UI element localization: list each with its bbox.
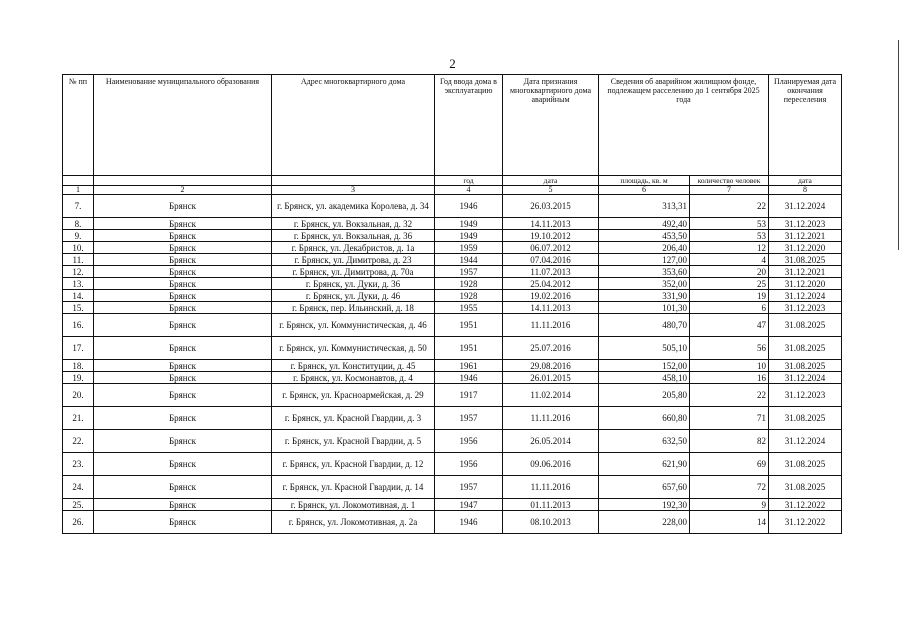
municipality-cell: Брянск xyxy=(94,314,272,337)
area-cell: 660,80 xyxy=(599,407,690,430)
header-municipality: Наименование муниципального образования xyxy=(94,75,272,176)
people-cell: 22 xyxy=(690,384,769,407)
column-number: 3 xyxy=(272,186,435,195)
address-cell: г. Брянск, ул. Декабристов, д. 1а xyxy=(272,242,435,254)
year-cell: 1949 xyxy=(435,230,503,242)
row-number: 19. xyxy=(63,372,94,384)
row-number: 22. xyxy=(63,430,94,453)
table-row xyxy=(63,511,842,534)
row-number: 21. xyxy=(63,407,94,430)
people-cell: 72 xyxy=(690,476,769,499)
municipality-cell: Брянск xyxy=(94,290,272,302)
area-cell: 453,50 xyxy=(599,230,690,242)
address-cell: г. Брянск, ул. Вокзальная, д. 36 xyxy=(272,230,435,242)
area-cell: 205,80 xyxy=(599,384,690,407)
people-cell: 20 xyxy=(690,266,769,278)
address-cell: г. Брянск, ул. Красноармейская, д. 29 xyxy=(272,384,435,407)
address-cell: г. Брянск, ул. Космонавтов, д. 4 xyxy=(272,372,435,384)
people-cell: 19 xyxy=(690,290,769,302)
header-year: Год ввода дома в эксплуатацию xyxy=(435,75,503,176)
people-cell: 16 xyxy=(690,372,769,384)
planned-date-cell: 31.12.2023 xyxy=(769,218,842,230)
address-cell: г. Брянск, ул. Вокзальная, д. 32 xyxy=(272,218,435,230)
table-body xyxy=(63,195,842,534)
recognition-date-cell: 11.07.2013 xyxy=(503,266,599,278)
year-cell: 1956 xyxy=(435,453,503,476)
header-planned: Планируемая дата окончания переселения xyxy=(769,75,842,176)
year-cell: 1957 xyxy=(435,407,503,430)
municipality-cell: Брянск xyxy=(94,511,272,534)
year-cell: 1957 xyxy=(435,266,503,278)
column-number: 2 xyxy=(94,186,272,195)
column-number: 6 xyxy=(599,186,690,195)
emergency-housing-table xyxy=(62,74,842,534)
row-number: 15. xyxy=(63,302,94,314)
table-row xyxy=(63,302,842,314)
people-cell: 4 xyxy=(690,254,769,266)
recognition-date-cell: 25.04.2012 xyxy=(503,278,599,290)
people-cell: 22 xyxy=(690,195,769,218)
area-cell: 480,70 xyxy=(599,314,690,337)
table-row xyxy=(63,453,842,476)
recognition-date-cell: 26.05.2014 xyxy=(503,430,599,453)
address-cell: г. Брянск, ул. Димитрова, д. 70а xyxy=(272,266,435,278)
address-cell: г. Брянск, ул. Конституции, д. 45 xyxy=(272,360,435,372)
people-cell: 53 xyxy=(690,230,769,242)
address-cell: г. Брянск, ул. академика Королева, д. 34 xyxy=(272,195,435,218)
year-cell: 1928 xyxy=(435,290,503,302)
municipality-cell: Брянск xyxy=(94,407,272,430)
table-row xyxy=(63,337,842,360)
area-cell: 352,00 xyxy=(599,278,690,290)
area-cell: 101,30 xyxy=(599,302,690,314)
row-number: 26. xyxy=(63,511,94,534)
page-number: 2 xyxy=(449,56,456,71)
people-cell: 56 xyxy=(690,337,769,360)
people-cell: 71 xyxy=(690,407,769,430)
planned-date-cell: 31.08.2025 xyxy=(769,314,842,337)
municipality-cell: Брянск xyxy=(94,266,272,278)
planned-date-cell: 31.12.2024 xyxy=(769,195,842,218)
scan-edge-line xyxy=(898,40,899,250)
column-number: 4 xyxy=(435,186,503,195)
recognition-date-cell: 19.02.2016 xyxy=(503,290,599,302)
area-cell: 353,60 xyxy=(599,266,690,278)
row-number: 23. xyxy=(63,453,94,476)
row-number: 20. xyxy=(63,384,94,407)
recognition-date-cell: 14.11.2013 xyxy=(503,218,599,230)
planned-date-cell: 31.12.2020 xyxy=(769,242,842,254)
subheader-year: год xyxy=(435,176,503,186)
header-row xyxy=(63,75,842,176)
people-cell: 25 xyxy=(690,278,769,290)
recognition-date-cell: 01.11.2013 xyxy=(503,499,599,511)
area-cell: 313,31 xyxy=(599,195,690,218)
people-cell: 12 xyxy=(690,242,769,254)
subheader-row xyxy=(63,176,842,186)
year-cell: 1959 xyxy=(435,242,503,254)
municipality-cell: Брянск xyxy=(94,337,272,360)
column-number: 8 xyxy=(769,186,842,195)
municipality-cell: Брянск xyxy=(94,195,272,218)
people-cell: 9 xyxy=(690,499,769,511)
year-cell: 1946 xyxy=(435,195,503,218)
recognition-date-cell: 29.08.2016 xyxy=(503,360,599,372)
people-cell: 53 xyxy=(690,218,769,230)
table-row xyxy=(63,290,842,302)
recognition-date-cell: 11.11.2016 xyxy=(503,314,599,337)
row-number: 8. xyxy=(63,218,94,230)
table-row xyxy=(63,218,842,230)
column-number: 1 xyxy=(63,186,94,195)
planned-date-cell: 31.08.2025 xyxy=(769,407,842,430)
area-cell: 458,10 xyxy=(599,372,690,384)
row-number: 10. xyxy=(63,242,94,254)
table-row xyxy=(63,499,842,511)
row-number: 17. xyxy=(63,337,94,360)
planned-date-cell: 31.12.2023 xyxy=(769,384,842,407)
area-cell: 206,40 xyxy=(599,242,690,254)
area-cell: 331,90 xyxy=(599,290,690,302)
address-cell: г. Брянск, ул. Локомотивная, д. 1 xyxy=(272,499,435,511)
year-cell: 1961 xyxy=(435,360,503,372)
column-number-row xyxy=(63,186,842,195)
year-cell: 1946 xyxy=(435,372,503,384)
header-info: Сведения об аварийном жилищном фонде, подлежащем расселению до 1 сентября 2025 года xyxy=(599,75,769,176)
header-num: № пп xyxy=(63,75,94,176)
recognition-date-cell: 11.11.2016 xyxy=(503,476,599,499)
recognition-date-cell: 26.01.2015 xyxy=(503,372,599,384)
municipality-cell: Брянск xyxy=(94,476,272,499)
year-cell: 1928 xyxy=(435,278,503,290)
subheader-people: количество человек xyxy=(690,176,769,186)
address-cell: г. Брянск, ул. Димитрова, д. 23 xyxy=(272,254,435,266)
recognition-date-cell: 07.04.2016 xyxy=(503,254,599,266)
area-cell: 192,30 xyxy=(599,499,690,511)
row-number: 9. xyxy=(63,230,94,242)
recognition-date-cell: 06.07.2012 xyxy=(503,242,599,254)
municipality-cell: Брянск xyxy=(94,302,272,314)
year-cell: 1949 xyxy=(435,218,503,230)
year-cell: 1917 xyxy=(435,384,503,407)
year-cell: 1946 xyxy=(435,511,503,534)
municipality-cell: Брянск xyxy=(94,384,272,407)
address-cell: г. Брянск, ул. Красной Гвардии, д. 3 xyxy=(272,407,435,430)
year-cell: 1956 xyxy=(435,430,503,453)
planned-date-cell: 31.12.2024 xyxy=(769,430,842,453)
row-number: 16. xyxy=(63,314,94,337)
table-row xyxy=(63,430,842,453)
year-cell: 1951 xyxy=(435,337,503,360)
municipality-cell: Брянск xyxy=(94,430,272,453)
table-row xyxy=(63,372,842,384)
row-number: 7. xyxy=(63,195,94,218)
area-cell: 505,10 xyxy=(599,337,690,360)
recognition-date-cell: 08.10.2013 xyxy=(503,511,599,534)
row-number: 18. xyxy=(63,360,94,372)
year-cell: 1951 xyxy=(435,314,503,337)
recognition-date-cell: 14.11.2013 xyxy=(503,302,599,314)
year-cell: 1947 xyxy=(435,499,503,511)
planned-date-cell: 31.08.2025 xyxy=(769,453,842,476)
address-cell: г. Брянск, ул. Локомотивная, д. 2а xyxy=(272,511,435,534)
people-cell: 69 xyxy=(690,453,769,476)
address-cell: г. Брянск, ул. Красной Гвардии, д. 5 xyxy=(272,430,435,453)
row-number: 14. xyxy=(63,290,94,302)
planned-date-cell: 31.08.2025 xyxy=(769,337,842,360)
area-cell: 228,00 xyxy=(599,511,690,534)
year-cell: 1944 xyxy=(435,254,503,266)
municipality-cell: Брянск xyxy=(94,372,272,384)
planned-date-cell: 31.12.2021 xyxy=(769,230,842,242)
table-row xyxy=(63,254,842,266)
planned-date-cell: 31.12.2022 xyxy=(769,499,842,511)
subheader-planned-date: дата xyxy=(769,176,842,186)
area-cell: 621,90 xyxy=(599,453,690,476)
planned-date-cell: 31.08.2025 xyxy=(769,476,842,499)
row-number: 11. xyxy=(63,254,94,266)
planned-date-cell: 31.12.2020 xyxy=(769,278,842,290)
planned-date-cell: 31.12.2024 xyxy=(769,372,842,384)
municipality-cell: Брянск xyxy=(94,499,272,511)
municipality-cell: Брянск xyxy=(94,218,272,230)
subheader-date: дата xyxy=(503,176,599,186)
area-cell: 152,00 xyxy=(599,360,690,372)
header-address: Адрес многоквартирного дома xyxy=(272,75,435,176)
table-row xyxy=(63,195,842,218)
column-number: 5 xyxy=(503,186,599,195)
table-row xyxy=(63,230,842,242)
people-cell: 47 xyxy=(690,314,769,337)
municipality-cell: Брянск xyxy=(94,360,272,372)
subheader-area: площадь, кв. м xyxy=(599,176,690,186)
municipality-cell: Брянск xyxy=(94,453,272,476)
area-cell: 127,00 xyxy=(599,254,690,266)
address-cell: г. Брянск, ул. Красной Гвардии, д. 12 xyxy=(272,453,435,476)
table-row xyxy=(63,360,842,372)
row-number: 25. xyxy=(63,499,94,511)
table-row xyxy=(63,407,842,430)
area-cell: 492,40 xyxy=(599,218,690,230)
people-cell: 6 xyxy=(690,302,769,314)
planned-date-cell: 31.12.2021 xyxy=(769,266,842,278)
municipality-cell: Брянск xyxy=(94,254,272,266)
recognition-date-cell: 09.06.2016 xyxy=(503,453,599,476)
table-row xyxy=(63,266,842,278)
year-cell: 1955 xyxy=(435,302,503,314)
address-cell: г. Брянск, ул. Дуки, д. 46 xyxy=(272,290,435,302)
row-number: 13. xyxy=(63,278,94,290)
municipality-cell: Брянск xyxy=(94,230,272,242)
planned-date-cell: 31.12.2023 xyxy=(769,302,842,314)
table-row xyxy=(63,476,842,499)
people-cell: 10 xyxy=(690,360,769,372)
row-number: 24. xyxy=(63,476,94,499)
recognition-date-cell: 19.10.2012 xyxy=(503,230,599,242)
table-row xyxy=(63,384,842,407)
municipality-cell: Брянск xyxy=(94,278,272,290)
planned-date-cell: 31.08.2025 xyxy=(769,360,842,372)
recognition-date-cell: 26.03.2015 xyxy=(503,195,599,218)
recognition-date-cell: 25.07.2016 xyxy=(503,337,599,360)
address-cell: г. Брянск, ул. Дуки, д. 36 xyxy=(272,278,435,290)
table-row xyxy=(63,314,842,337)
people-cell: 14 xyxy=(690,511,769,534)
table-row xyxy=(63,278,842,290)
planned-date-cell: 31.12.2022 xyxy=(769,511,842,534)
row-number: 12. xyxy=(63,266,94,278)
area-cell: 657,60 xyxy=(599,476,690,499)
municipality-cell: Брянск xyxy=(94,242,272,254)
planned-date-cell: 31.12.2024 xyxy=(769,290,842,302)
table-row xyxy=(63,242,842,254)
people-cell: 82 xyxy=(690,430,769,453)
address-cell: г. Брянск, ул. Коммунистическая, д. 46 xyxy=(272,314,435,337)
address-cell: г. Брянск, ул. Коммунистическая, д. 50 xyxy=(272,337,435,360)
header-recognition-date: Дата признания многоквартирного дома аварийным xyxy=(503,75,599,176)
address-cell: г. Брянск, ул. Красной Гвардии, д. 14 xyxy=(272,476,435,499)
year-cell: 1957 xyxy=(435,476,503,499)
address-cell: г. Брянск, пер. Ильинский, д. 18 xyxy=(272,302,435,314)
area-cell: 632,50 xyxy=(599,430,690,453)
recognition-date-cell: 11.11.2016 xyxy=(503,407,599,430)
recognition-date-cell: 11.02.2014 xyxy=(503,384,599,407)
column-number: 7 xyxy=(690,186,769,195)
planned-date-cell: 31.08.2025 xyxy=(769,254,842,266)
